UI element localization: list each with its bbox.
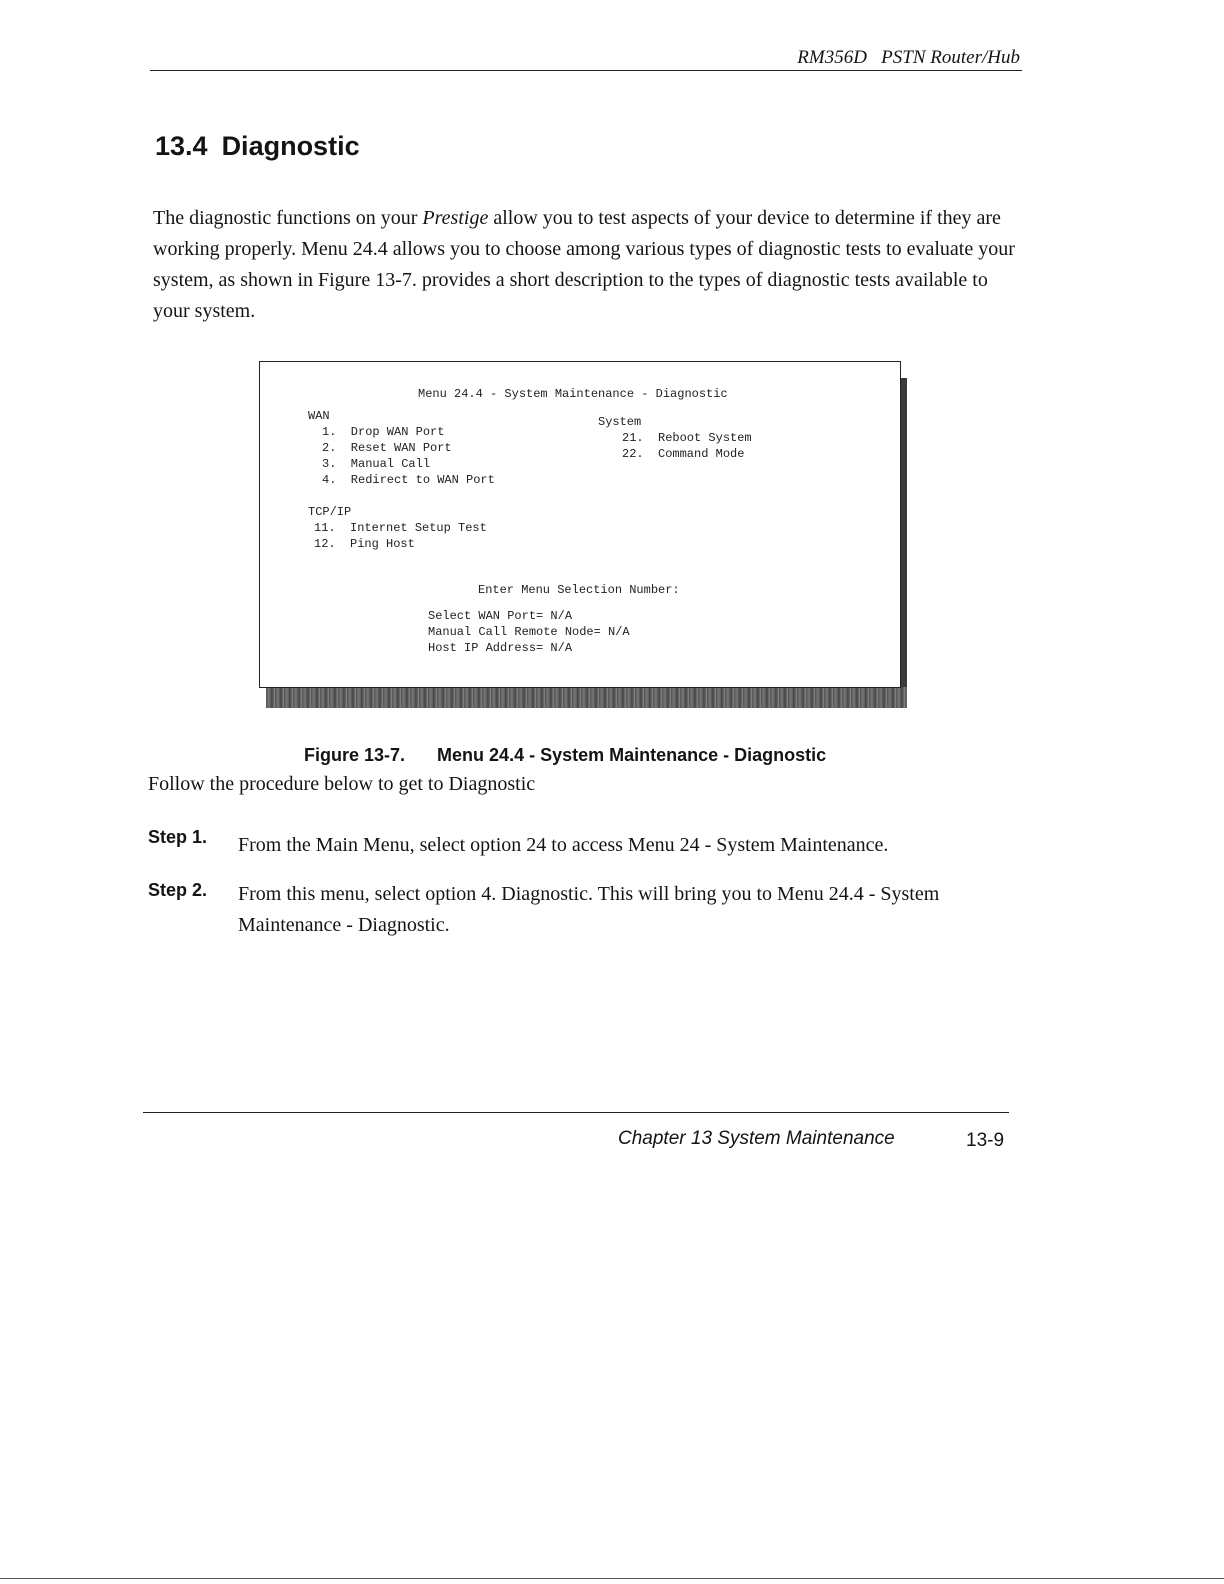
menu-prompt: Enter Menu Selection Number: (478, 583, 680, 597)
field-wan-port: Select WAN Port= N/A (428, 609, 573, 623)
step-2-text: From this menu, select option 4. Diagnostic. This will bring you to Menu 24.4 - System Maintenance - Diagnostic. (238, 883, 940, 936)
intro-paragraph (153, 203, 1023, 327)
page-number: 13-9 (966, 1130, 1005, 1151)
wan-item-3: 3. Manual Call (322, 457, 431, 471)
scan-edge-rule (0, 1578, 1224, 1579)
tcpip-item-11: 11. Internet Setup Test (314, 521, 487, 535)
wan-item-1: 1. Drop WAN Port (322, 425, 445, 439)
section-heading (155, 131, 360, 162)
figure-label: Figure 13-7. (304, 745, 406, 765)
menu-screen (259, 361, 901, 688)
intro-text-1: The diagnostic functions on your (153, 207, 423, 229)
wan-item-4: 4. Redirect to WAN Port (322, 473, 495, 487)
system-item-21: 21. Reboot System (622, 431, 752, 445)
system-heading: System (598, 415, 642, 429)
tcpip-item-12: 12. Ping Host (314, 537, 415, 551)
footer-rule (143, 1112, 1009, 1113)
product-name: Prestige (422, 207, 489, 229)
section-title: Diagnostic (221, 131, 360, 161)
section-number: 13.4 (155, 131, 208, 161)
procedure-intro: Follow the procedure below to get to Diagnostic (148, 773, 536, 795)
field-host-ip: Host IP Address= N/A (428, 641, 573, 655)
wan-item-2: 2. Reset WAN Port (322, 441, 452, 455)
system-item-22: 22. Command Mode (622, 447, 745, 461)
tcpip-heading: TCP/IP (308, 505, 352, 519)
screen-title: Menu 24.4 - System Maintenance - Diagnostic (418, 387, 728, 401)
figure-caption (294, 724, 826, 766)
step-2-label: Step 2. (148, 880, 208, 900)
field-remote-node: Manual Call Remote Node= N/A (428, 625, 630, 639)
running-header: RM356D PSTN Router/Hub (797, 47, 1020, 68)
step-1-label: Step 1. (148, 827, 208, 847)
wan-heading: WAN (308, 409, 330, 423)
screen-shadow-bottom (266, 687, 907, 708)
intro-text-2: allow you to test aspects of your device to determine if they are working properly. Menu 24.4 allows you to choose among various types of diagnostic tests to evaluate your system, as shown in Figure 13-7. provides a short description to the types of diagnostic tests available to your system. (153, 207, 1015, 322)
footer-chapter: Chapter 13 System Maintenance (618, 1128, 895, 1149)
figure-title: Menu 24.4 - System Maintenance - Diagnostic (437, 745, 827, 765)
header-rule (150, 70, 1022, 71)
step-1-text: From the Main Menu, select option 24 to access Menu 24 - System Maintenance. (238, 834, 889, 856)
screen-shadow (900, 378, 907, 708)
